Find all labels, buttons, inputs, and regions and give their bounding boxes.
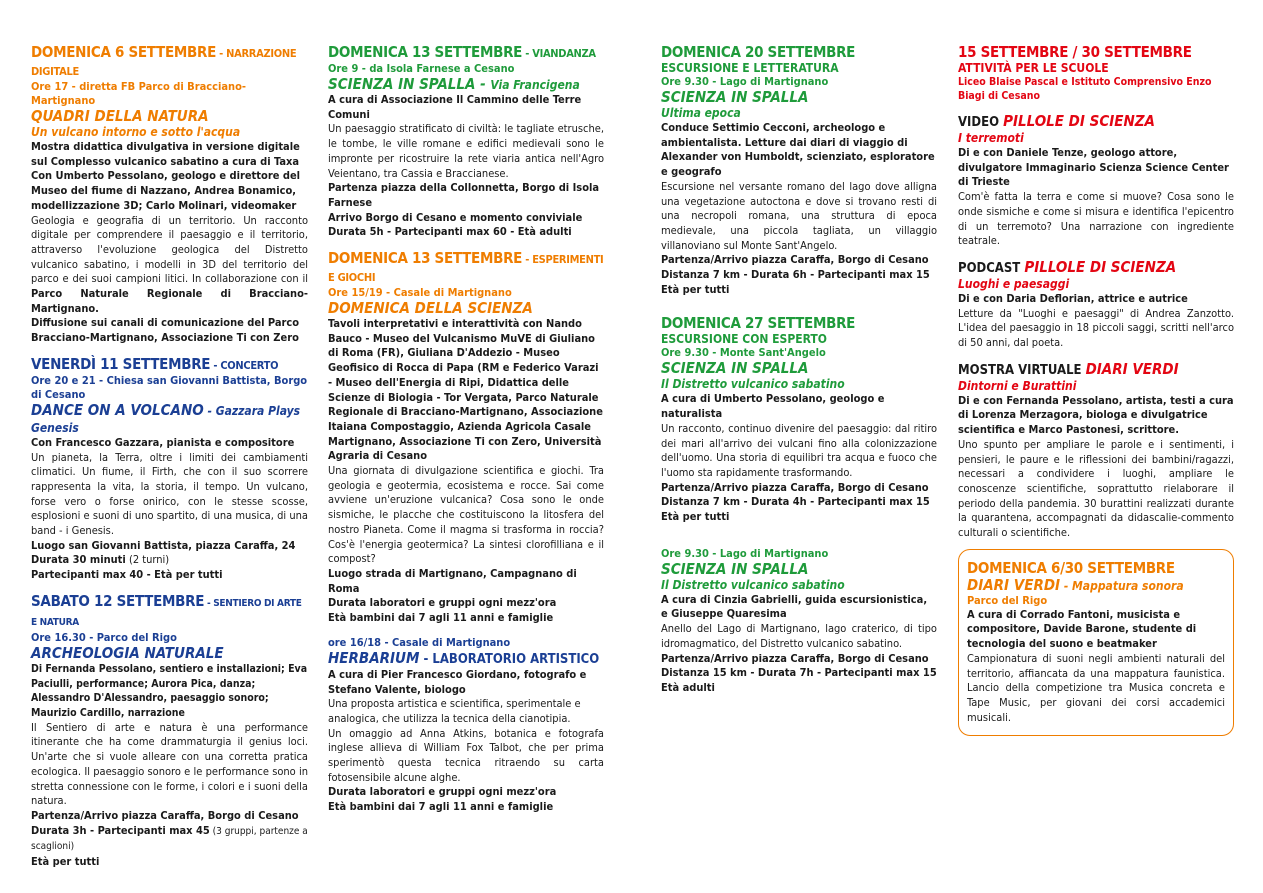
event-when: Ore 17 - diretta FB Parco di Bracciano-Martignano [31,80,247,107]
event-when: Ore 9.30 - Lago di Martignano [661,546,829,560]
event-credits: Conduce Settimio Cecconi, archeologo e ambientalista. Letture dai diari di viaggio di Alexander von Humboldt, scienziato, esploratore e geografo [661,121,935,179]
event-heading: DOMENICA 6/30 SETTEMBRE [967,558,1175,577]
duration-note: (3 gruppi, partenze a scaglioni) [31,825,308,853]
event-podcast-pillole [958,259,1234,351]
event-title: SCIENZA IN SPALLA [661,559,809,578]
event-when: ore 16/18 - Casale di Martignano [328,635,511,649]
event-age: Età bambini dai 7 agli 11 anni e famiglie [328,800,554,814]
event-description: Uno spunto per ampliare le parole e i sentimenti, i pensieri, le paure e le riflessioni dei bambini/ragazzi, necessari a condividere i luoghi, ampliare le conoscenze scientifiche, soprattutto rielaborare il periodo della pandemia. 30 burattini realizzati durante la quarantena, accompagnati da didascalie-commento culturali o scientifiche. [958,437,1234,540]
event-age: Età per tutti [31,855,100,869]
event-tag: - CONCERTO [210,358,279,372]
description-text: Geologia e geografia di un territorio. Un racconto digitale per comprendere il paesaggio e il territorio, attraverso l'evoluzione geologica del Distretto vulcanico sabatino, i modelli in 3D del territorio del parco e dei suoi campioni litici. In collaborazione con il [31,213,308,286]
duration-text: Durata 30 minuti [31,553,126,567]
event-description: Letture da "Luoghi e paesaggi" di Andrea Zanzotto. L'idea del paesaggio in 18 piccoli saggi, scritti nell'arco di 50 anni, dal poeta. [958,306,1234,350]
title-prefix: MOSTRA VIRTUALE [958,362,1086,378]
event-title: SCIENZA IN SPALLA [661,359,809,378]
title-prefix: PODCAST [958,260,1025,276]
event-location: Luogo san Giovanni Battista, piazza Caraffa, 24 [31,538,296,552]
event-when: Ore 16.30 - Parco del Rigo [31,630,177,644]
event-duration: Durata laboratori e gruppi ogni mezz'ora [328,596,557,610]
event-duration [31,553,308,568]
event-description: Un paesaggio stratificato di civiltà: le tagliate etrusche, le tombe, le ville romane e edifici medievali sono le impronte per ricostruire la rete viaria antica nell'Agro Veientano, tra Cassia e Braccianese. [328,122,604,180]
event-description: Il Sentiero di arte e natura è una performance itinerante che ha come drammaturgia il genius loci. Un'arte che si vuole alleare con una corretta pratica ecologica. Il paesaggio sonoro e le performance sono in stretta connessione con le forme, i colori e i suoni della natura. [31,720,308,808]
event-tag: ATTIVITÀ PER LE SCUOLE [958,61,1109,75]
title-main: SCIENZA IN SPALLA - [328,75,491,93]
event-age: Età per tutti [661,510,730,524]
event-credits: A cura di Cinzia Gabrielli, guida escursionistica, e Giuseppe Quaresima [661,592,928,621]
event-subtitle: Il Distretto vulcanico sabatino [661,377,845,392]
event-tag: - VIANDANZA [522,47,596,60]
event-escursione-esperto [661,315,937,524]
event-subtitle: Un vulcano intorno e sotto l'acqua [31,125,241,139]
event-description: Un pianeta, la Terra, oltre i limiti dei cambiamenti climatici. Un fiume, il Firth, che con il suo scorrere rappresenta la vita, la storia, il tempo. Un vulcano, forse vero o forse onirico, con le stesse scosse, esplosioni e suoni di uno spartito, di una musica, di una band - i Genesis. [31,450,308,538]
title-extra: - LABORATORIO ARTISTICO [419,651,600,667]
event-when: Ore 9.30 - Monte Sant'Angelo [661,346,826,360]
duration-text: Durata 3h - Partecipanti max 45 [31,823,210,837]
duration-note: (2 turni) [125,553,170,567]
event-tag: - ESPERIMENTI E GIOCHI [328,253,604,285]
event-location: Luogo strada di Martignano, Campagnano di Roma [328,566,577,595]
event-video-pillole [958,113,1234,249]
event-when: Ore 9.30 - Lago di Martignano [661,75,829,88]
event-date: DOMENICA 13 SETTEMBRE [328,249,523,268]
event-diffusion: Diffusione sui canali di comunicazione del Parco Bracciano-Martignano, Associazione Ti con Zero [31,316,300,345]
event-credits: Tavoli interpretativi e interattività con Nando Bauco - Museo del Vulcanismo MuVE di Giuliano di Roma (FR), Giuliana D'Addezio - Museo Geofisico di Rocca di Papa (RM e Federico Varazi - Museo dell'Energia di Ripi, Didattica delle Scienze di Biologia - Tor Vergata, Parco Naturale Regionale di Bracciano-Martignano, Associazione Itaiana Compostaggio, Azienda Agricola Casale Martignano, Associazione Ti con Zero, Università Agraria di Cesano [328,317,603,463]
event-herbarium [328,636,604,815]
event-subtitle: Dintorni e Burattini [958,378,1077,393]
title-main: DIARI VERDI [967,575,1061,594]
event-title: QUADRI DELLA NATURA [31,107,209,125]
event-schools: Liceo Blaise Pascal e Istituto Comprensivo Enzo Biagi di Cesano [958,76,1212,102]
event-credits: Con Francesco Gazzara, pianista e compositore [31,435,295,449]
event-credits: A cura di Umberto Pessolano, geologo e naturalista [661,392,885,421]
event-age: Età bambini dai 7 agli 11 anni e famiglie [328,611,554,625]
description-bold: Parco Naturale Regionale di Bracciano-Martignano. [31,287,308,315]
event-start: Partenza/Arrivo piazza Caraffa, Borgo di Cesano [661,253,929,267]
event-title [958,113,1234,131]
event-when: Ore 9 - da Isola Farnese a Cesano [328,62,515,75]
event-arrival: Arrivo Borgo di Cesano e momento conviviale [328,210,583,224]
event-subtitle: Ultima epoca [661,106,741,120]
event-title: ARCHEOLOGIA NATURALE [31,643,224,662]
event-description: Com'è fatta la terra e come si muove? Cosa sono le onde sismiche e come si misura e identifica l'epicentro di un terremoto? Una narrazione con ingrediente teatrale. [958,190,1234,248]
title-extra: - Mappatura sonora [1060,578,1184,593]
event-subtitle: I terremoti [958,131,1024,145]
event-credits: Mostra didattica divulgativa in versione digitale sul Complesso vulcanico sabatino a cura di Taxa [31,140,300,168]
event-heading [328,250,604,286]
event-participants: Partecipanti max 40 - Età per tutti [31,568,223,582]
event-when: Parco del Rigo [967,593,1048,607]
event-credits: Con Umberto Pessolano, geologo e direttore del Museo del fiume di Nazzano, Andrea Bonamico, modellizzazione 3D; Carlo Molinari, videomaker [31,169,301,212]
event-title [328,76,604,93]
event-credits: A cura di Pier Francesco Giordano, fotografo e Stefano Valente, biologo [328,667,587,696]
title-extra: - Gazzara Plays Genesis [31,403,301,435]
event-tag: ESCURSIONE CON ESPERTO [661,332,827,347]
event-viandanza [328,44,604,240]
event-tag: ESCURSIONE E LETTERATURA [661,61,839,75]
event-description [31,214,308,317]
column-3 [661,44,937,696]
event-distance: Distanza 15 km - Durata 7h - Partecipanti max 15 [661,666,937,680]
event-start: Partenza piazza della Collonnetta, Borgo di Isola Farnese [328,181,600,209]
event-start: Partenza/Arrivo piazza Caraffa, Borgo di Cesano [31,808,299,822]
event-title: DOMENICA DELLA SCIENZA [328,299,533,318]
event-age: Età per tutti [661,282,730,296]
event-heading: DOMENICA 20 SETTEMBRE [661,43,856,61]
event-credits: A cura di Associazione Il Cammino delle Terre Comuni [328,93,582,121]
event-date: DOMENICA 6 SETTEMBRE [31,43,217,61]
column-2 [328,44,604,815]
event-title: SCIENZA IN SPALLA [661,88,809,106]
event-box-mappatura-sonora [958,549,1234,737]
event-tag: - SENTIERO DI ARTE E NATURA [31,597,302,628]
event-description: Anello del Lago di Martignano, lago craterico, di tipo idromagmatico, del Distretto vulcanico sabatino. [661,622,937,650]
schools-header [958,44,1234,103]
event-date: SABATO 12 SETTEMBRE [31,591,205,610]
event-distance: Distanza 7 km - Durata 6h - Partecipanti max 15 [661,268,930,282]
event-escursione-letteratura [661,44,937,297]
event-credits: Di e con Daniele Tenze, geologo attore, divulgatore Immaginario Scienza Science Center di Trieste [958,146,1229,189]
event-heading: 15 SETTEMBRE / 30 SETTEMBRE [958,43,1192,61]
event-heading [328,44,604,62]
event-duration: Durata laboratori e gruppi ogni mezz'ora [328,785,557,799]
event-distance: Distanza 7 km - Durata 4h - Partecipanti max 15 [661,495,930,509]
event-sentiero [31,593,308,870]
title-main: DANCE ON A VOLCANO [31,400,204,419]
event-concerto [31,356,308,583]
event-title [328,650,604,668]
event-description: Un racconto, continuo divenire del paesaggio: dal ritiro dei mari all'arrivo dei vulcani fino alla colonizzazione dell'uomo. Una storia di equilibri tra acqua e fuoco che l'uomo sta rapidamente trasformando. [661,421,937,479]
event-description: Campionatura di suoni negli ambienti naturali del territorio, affiancata da una mappatura faunistica. Lancio della competizione tra Musica concreta e Tape Music, per giovani dei corsi accademici musicali. [967,651,1225,724]
event-credits: A cura di Corrado Fantoni, musicista e compositore, Davide Barone, studente di tecnologia del suono e beatmaker [967,607,1197,651]
column-1 [31,44,308,870]
event-start: Partenza/Arrivo piazza Caraffa, Borgo di Cesano [661,480,929,494]
event-heading [31,593,308,631]
event-title [967,577,1225,594]
event-description: Escursione nel versante romano del lago dove alligna una vegetazione autoctona e dove si trovano resti di una necropoli romana, una struttura di epoca medievale, una piccola tagliata, un villaggio villanoviano sul Monte Sant'Angelo. [661,179,937,252]
title-main: PILLOLE DI SCIENZA [1003,112,1155,130]
event-age: Età adulti [661,680,715,694]
title-main: DIARI VERDI [1085,359,1179,378]
event-when: Ore 20 e 21 - Chiesa san Giovanni Battista, Borgo di Cesano [31,373,308,401]
event-narrazione-digitale [31,44,308,346]
title-extra: Via Francigena [490,78,580,92]
event-subtitle: Il Distretto vulcanico sabatino [661,577,845,592]
event-credits: Di Fernanda Pessolano, sentiero e installazioni; Eva Paciulli, performance; Aurora Pica, danza; Alessandro D'Alessandro, paesaggio sonoro; Maurizio Cardillo, narrazione [31,662,308,719]
event-description: Una proposta artistica e scientifica, sperimentale e analogica, che utilizza la tecnica della cianotipia. [328,697,581,725]
column-4 [958,44,1234,736]
event-heading [31,356,308,374]
title-main: PILLOLE DI SCIENZA [1024,257,1177,276]
event-title [958,259,1234,277]
event-subtitle: Luoghi e paesaggi [958,276,1070,291]
event-heading [31,44,308,80]
event-credits: Di e con Daria Deflorian, attrice e autrice [958,291,1188,305]
event-title [958,361,1234,379]
event-description: Un omaggio ad Anna Atkins, botanica e fotografa inglese allieva di William Fox Talbot, che per prima sperimentò questa tecnica ritraendo su carta fotosensibile alcune alghe. [328,726,604,784]
event-lago-martignano [661,547,937,696]
event-description: Una giornata di divulgazione scientifica e giochi. Tra geologia e geotermia, ecosistema e rocce. Sai come avviene un'eruzione vulcanica? Cosa sono le onde sismiche, le placche che costituiscono la litosfera del nostro Pianeta. Come il magma si trasforma in roccia? Cos'è l'energia geotermica? La sintesi clorofilliana e il compost? [328,464,604,566]
event-heading: DOMENICA 27 SETTEMBRE [661,314,856,333]
event-start: Partenza/Arrivo piazza Caraffa, Borgo di Cesano [661,651,929,665]
event-credits: Di e con Fernanda Pessolano, artista, testi a cura di Lorenza Merzagora, biologa e divulgatrice scientifica e Marco Pastonesi, scrittore. [958,393,1234,437]
event-tag: - NARRAZIONE DIGITALE [31,47,297,78]
title-main: HERBARIUM [328,648,420,667]
event-duration [31,824,308,855]
event-date: DOMENICA 13 SETTEMBRE [328,43,523,61]
event-date: VENERDÌ 11 SETTEMBRE [31,354,211,373]
event-esperimenti [328,250,604,626]
event-when: Ore 15/19 - Casale di Martignano [328,286,512,300]
event-title [31,402,308,436]
event-mostra-virtuale [958,361,1234,541]
event-duration: Durata 5h - Partecipanti max 60 - Età adulti [328,225,572,239]
title-prefix: VIDEO [958,115,1004,130]
